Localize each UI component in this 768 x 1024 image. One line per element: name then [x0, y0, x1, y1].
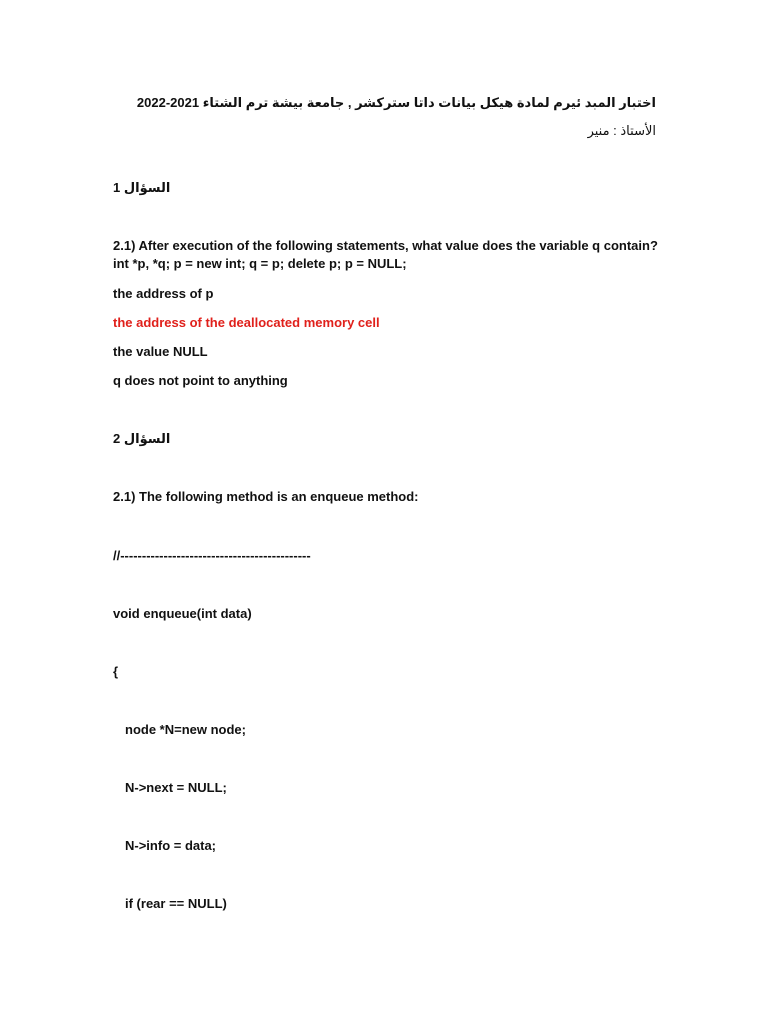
code-line-new-node: node *N=new node;: [125, 722, 246, 737]
code-line-if-rear: if (rear == NULL): [125, 896, 227, 911]
question-1-heading: السؤال 1: [113, 180, 171, 195]
option-4: q does not point to anything: [113, 373, 288, 388]
option-1: the address of p: [113, 286, 214, 301]
question-1-text: 2.1) After execution of the following statements, what value does the variable q contain? int *p, *q; p = new int; q = p; delete p; p = NULL;: [113, 238, 658, 271]
teacher-line: الأستاذ : منير: [587, 123, 656, 138]
question-2-text: 2.1) The following method is an enqueue method:: [113, 489, 419, 504]
code-line-separator: //--------------------------------------------: [113, 548, 311, 563]
code-line-signature: void enqueue(int data): [113, 606, 252, 621]
exam-title: اختبار المبد ئيرم لمادة هيكل بيانات داتا ستركشر , جامعة بيشة ترم الشتاء 2021-2022: [136, 95, 656, 110]
option-3: the value NULL: [113, 344, 208, 359]
code-line-next-null: N->next = NULL;: [125, 780, 227, 795]
code-line-info-data: N->info = data;: [125, 838, 217, 853]
question-2-heading: السؤال 2: [113, 431, 171, 446]
option-2-correct: the address of the deallocated memory cell: [113, 315, 380, 330]
code-line-open-brace: {: [113, 664, 119, 679]
